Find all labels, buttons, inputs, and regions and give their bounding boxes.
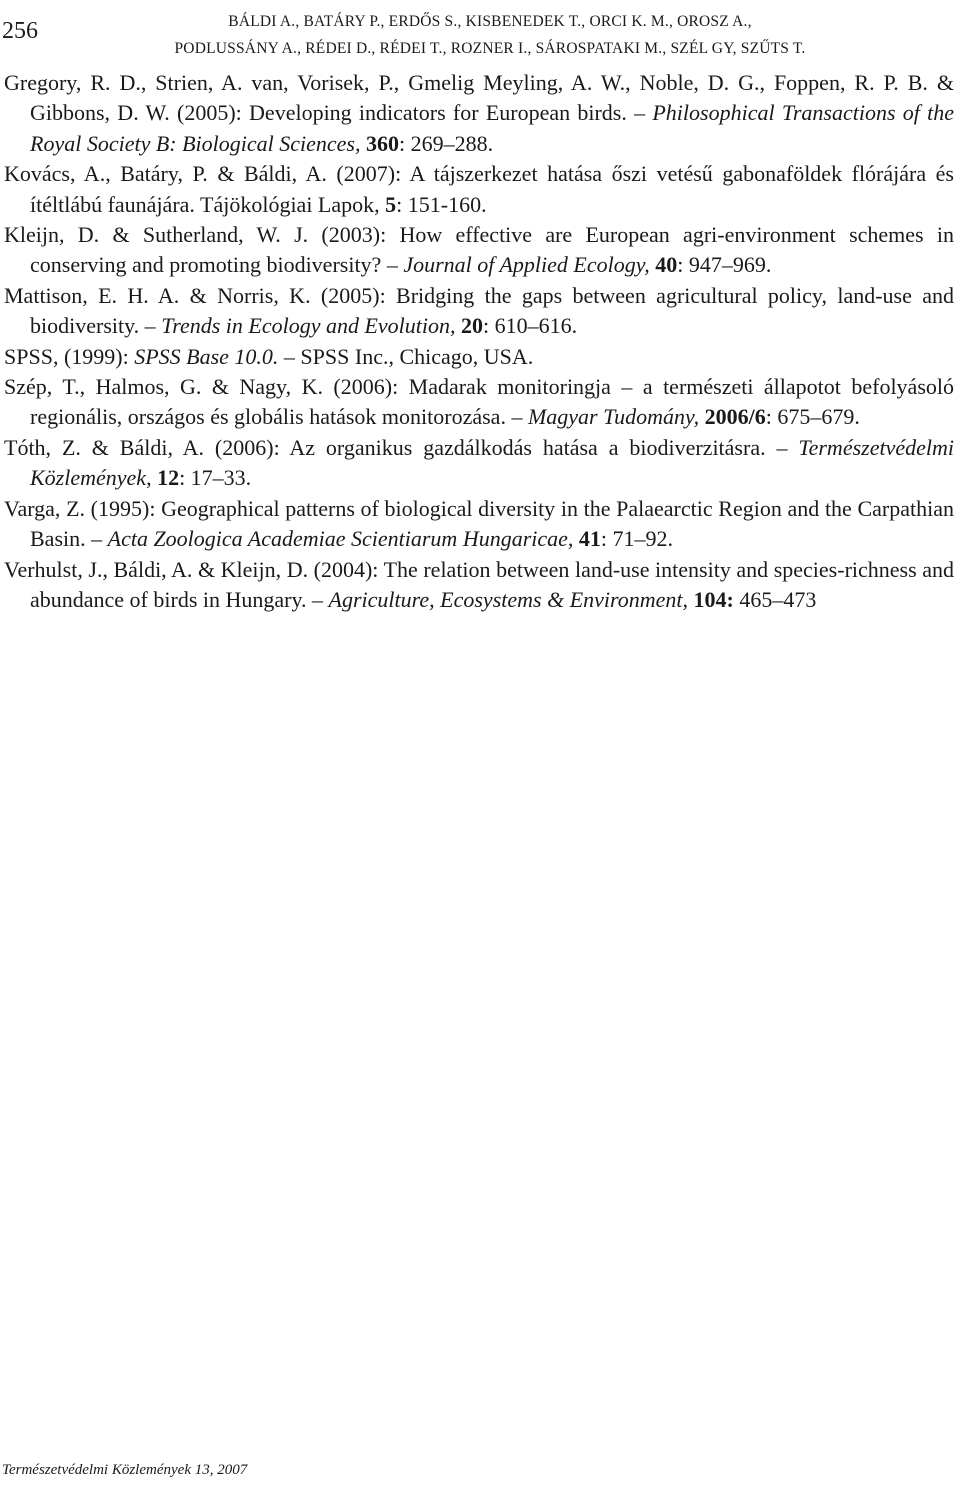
- reference-journal: Journal of Applied Ecology,: [403, 252, 650, 278]
- reference-journal: SPSS Base 10.0.: [134, 343, 279, 369]
- reference-volume: 360: [365, 130, 399, 156]
- reference-text: Kovács, A., Batáry, P. & Báldi, A. (2007): A tájszerkezet hatása őszi vetésű gabonaföldek flórájára és ítéltlábú faunájára. Tájökológiai Lapok,: [4, 161, 954, 217]
- reference-item: [4, 159, 954, 220]
- reference-list: [4, 68, 954, 615]
- reference-text: Kleijn, D. & Sutherland, W. J. (2003): How effective are European agri-environment schemes in conserving and promoting biodiversity? –: [4, 222, 954, 278]
- reference-item: [4, 494, 954, 555]
- page-footer: Természetvédelmi Közlemények 13, 2007: [2, 1462, 248, 1478]
- reference-journal: Trends in Ecology and Evolution,: [161, 313, 456, 339]
- running-head-authors-line-1: BÁLDI A., BATÁRY P., ERDŐS S., KISBENEDEK T., ORCI K. M., OROSZ A.,: [228, 13, 752, 30]
- reference-text: Szép, T., Halmos, G. & Nagy, K. (2006): Madarak monitoringja – a természeti állapotot befolyásoló regionális, országos és globális hatások monitorozása. –: [4, 374, 954, 430]
- reference-pages: : 151-160.: [396, 191, 487, 217]
- reference-item: [4, 281, 954, 342]
- reference-pages: : 675–679.: [765, 404, 860, 430]
- reference-journal: Természetvédelmi Közlemények: [30, 434, 954, 491]
- reference-text: Mattison, E. H. A. & Norris, K. (2005): Bridging the gaps between agricultural policy, land-use and biodiversity. –: [4, 282, 954, 339]
- reference-item: [4, 555, 954, 616]
- reference-volume: 104:: [693, 586, 734, 612]
- reference-volume: 20: [461, 313, 484, 339]
- reference-item: Tóth, Z. & Báldi, A. (2006): Az organikus gazdálkodás hatása a biodiverzitásra. – Természetvédelmi Közlemények, 12: 17–33.: [4, 434, 954, 491]
- running-head: [140, 8, 840, 62]
- reference-item: [4, 220, 954, 281]
- reference-text: Varga, Z. (1995): Geographical patterns of biological diversity in the Palaearctic Region and the Carpathian Basin. –: [4, 495, 954, 552]
- reference-pages: : 71–92.: [600, 526, 674, 552]
- running-head-authors-line-2: PODLUSSÁNY A., RÉDEI D., RÉDEI T., ROZNER I., SÁROSPATAKI M., SZÉL GY, SZŰTS T.: [174, 40, 806, 57]
- reference-pages: : 269–288.: [398, 130, 494, 156]
- reference-volume: 12: [157, 465, 180, 491]
- reference-journal: Magyar Tudomány,: [527, 404, 700, 430]
- reference-pages: : 947–969.: [677, 252, 772, 278]
- reference-pages: – SPSS Inc., Chicago, USA.: [278, 343, 534, 369]
- reference-volume: 2006/6: [704, 404, 766, 430]
- reference-text: Gregory, R. D., Strien, A. van, Vorisek, P., Gmelig Meyling, A. W., Noble, D. G., Foppen, R. P. B. & Gibbons, D. W. (2005): Developing indicators for European birds. –: [4, 70, 954, 126]
- reference-pages: : 610–616.: [483, 313, 578, 339]
- reference-item: [4, 372, 954, 433]
- reference-text: Verhulst, J., Báldi, A. & Kleijn, D. (2004): The relation between land-use intensity and species-richness and abundance of birds in Hungary. –: [4, 556, 954, 612]
- reference-pages: : 17–33.: [179, 465, 252, 491]
- reference-text: SPSS, (1999):: [4, 343, 135, 369]
- reference-text: Tóth, Z. & Báldi, A. (2006): Az organikus gazdálkodás hatása a biodiverzitásra. –: [4, 434, 799, 460]
- reference-item: [4, 342, 954, 372]
- reference-volume: 40: [655, 252, 678, 278]
- reference-item: [4, 68, 954, 159]
- reference-volume: 41: [578, 526, 601, 552]
- reference-journal: Philosophical Transactions of the Royal Society B: Biological Sciences,: [30, 100, 954, 156]
- reference-pages: 465–473: [733, 586, 817, 612]
- reference-volume: 5: [385, 191, 397, 217]
- reference-journal: Agriculture, Ecosystems & Environment,: [328, 586, 689, 612]
- reference-journal: Acta Zoologica Academiae Scientiarum Hungaricae,: [107, 526, 574, 552]
- page-number: 256: [2, 18, 38, 44]
